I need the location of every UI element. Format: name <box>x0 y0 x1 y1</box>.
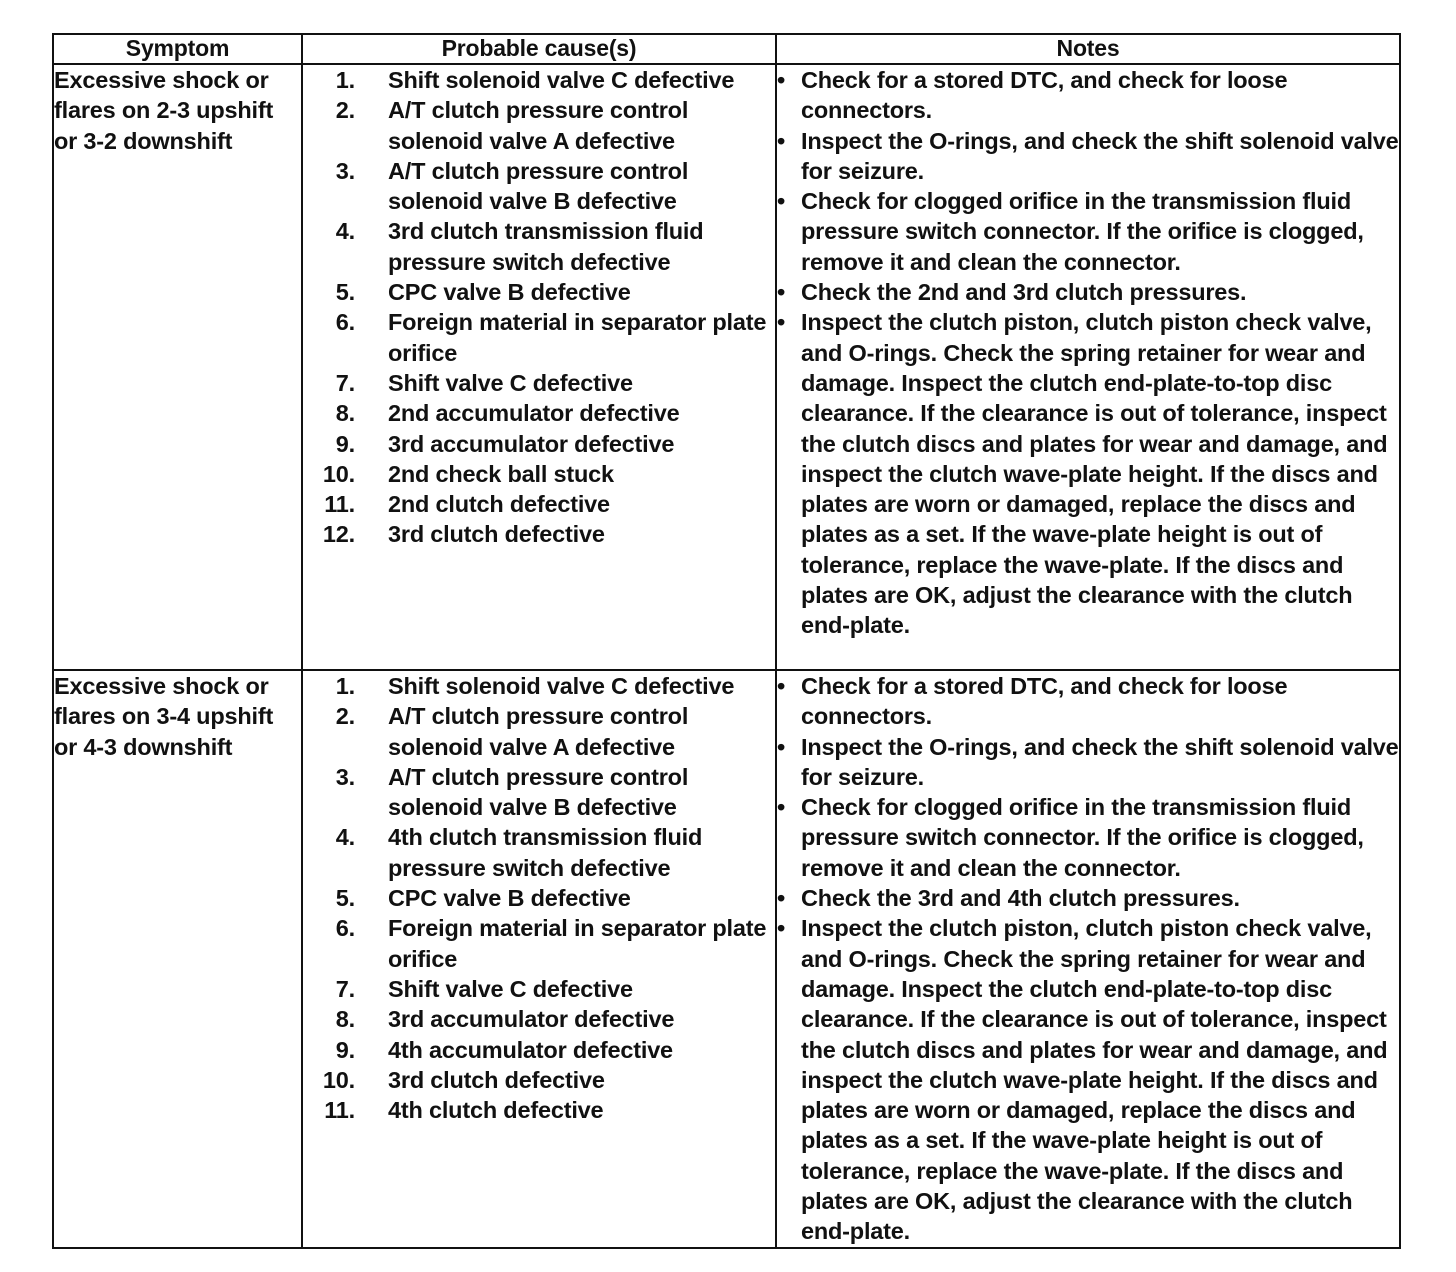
causes-cell <box>302 64 776 670</box>
bullet-icon: • <box>777 673 786 699</box>
cause-number: 5. <box>335 279 355 306</box>
cause-number: 10. <box>322 460 355 487</box>
header-symptom: Symptom <box>53 34 302 64</box>
cause-item <box>303 1095 775 1125</box>
header-notes: Notes <box>776 34 1400 64</box>
cause-text: Shift solenoid valve C defective <box>388 673 735 699</box>
header-row <box>53 34 1400 64</box>
cause-text: 3rd clutch defective <box>388 521 605 548</box>
cause-item <box>303 822 775 883</box>
cause-text: 3rd clutch transmission fluid pressure switch defective <box>388 218 704 275</box>
note-text: Inspect the clutch piston, clutch piston check valve, and O-rings. Check the spring retainer for wear and damage. Inspect the clutch end-plate-to-top disc clearance. If the clearance is out of tolerance, inspect the clutch discs and plates for wear and damage, and inspect the clutch wave-plate height. If the discs and plates are worn or damaged, replace the discs and plates as a set. If the wave-plate height is out of tolerance, replace the wave-plate. If the discs and plates are OK, adjust the clearance with the clutch end-plate. <box>801 309 1388 639</box>
bullet-icon: • <box>777 67 786 93</box>
cause-text: A/T clutch pressure control solenoid valve A defective <box>388 97 689 154</box>
cause-number: 4. <box>335 824 355 851</box>
note-text: Check the 2nd and 3rd clutch pressures. <box>801 279 1247 306</box>
cause-number: 5. <box>335 885 355 912</box>
cause-item <box>303 429 775 459</box>
cause-item <box>303 974 775 1004</box>
note-text: Check for a stored DTC, and check for loose connectors. <box>801 673 1288 730</box>
cause-text: 2nd check ball stuck <box>388 460 614 487</box>
note-item <box>777 913 1399 1246</box>
cause-number: 2. <box>335 97 355 124</box>
bullet-icon: • <box>777 309 786 336</box>
cause-number: 4. <box>335 218 355 245</box>
symptom-cell: Excessive shock or flares on 2-3 upshift or 3-2 downshift <box>53 64 302 670</box>
note-item <box>777 307 1399 640</box>
cause-text: 3rd clutch defective <box>388 1066 605 1093</box>
note-item <box>777 671 1399 732</box>
note-text: Inspect the O-rings, and check the shift solenoid valve for seizure. <box>801 127 1399 184</box>
cause-item <box>303 459 775 489</box>
note-list <box>777 65 1399 641</box>
cause-number: 7. <box>335 369 355 396</box>
note-text: Check for clogged orifice in the transmission fluid pressure switch connector. If the orifice is clogged, remove it and clean the connector. <box>801 188 1364 275</box>
cause-number: 8. <box>335 400 355 427</box>
bullet-icon: • <box>777 188 786 215</box>
cause-item <box>303 95 775 156</box>
cause-number: 11. <box>324 1097 355 1124</box>
causes-cell <box>302 670 776 1248</box>
cause-number: 10. <box>322 1066 355 1093</box>
cause-text: 3rd accumulator defective <box>388 430 675 457</box>
cause-item <box>303 883 775 913</box>
cause-text: 4th accumulator defective <box>388 1036 673 1063</box>
cause-item <box>303 489 775 519</box>
note-item <box>777 65 1399 126</box>
cause-text: Shift valve C defective <box>388 975 633 1002</box>
cause-text: CPC valve B defective <box>388 279 631 306</box>
cause-text: A/T clutch pressure control solenoid valve A defective <box>388 703 689 760</box>
cause-item <box>303 307 775 368</box>
cause-item <box>303 701 775 762</box>
note-list <box>777 671 1399 1247</box>
cause-number: 12. <box>322 521 355 548</box>
notes-cell <box>776 64 1400 670</box>
cause-text: Foreign material in separator plate orifice <box>388 915 767 972</box>
troubleshooting-table <box>52 33 1401 1249</box>
cause-text: 4th clutch defective <box>388 1097 604 1124</box>
bullet-icon: • <box>777 885 786 912</box>
bullet-icon: • <box>777 733 786 760</box>
cause-number: 3. <box>335 763 355 790</box>
cause-text: Foreign material in separator plate orifice <box>388 309 767 366</box>
table-row <box>53 64 1400 670</box>
cause-text: Shift solenoid valve C defective <box>388 67 735 93</box>
cause-text: 2nd accumulator defective <box>388 400 680 427</box>
cause-item <box>303 277 775 307</box>
cause-number: 8. <box>335 1006 355 1033</box>
cause-item <box>303 1004 775 1034</box>
cause-number: 3. <box>335 157 355 184</box>
cause-number: 6. <box>335 309 355 336</box>
cause-text: Shift valve C defective <box>388 369 633 396</box>
cause-number: 6. <box>335 915 355 942</box>
cause-item <box>303 156 775 217</box>
cause-text: 2nd clutch defective <box>388 491 610 518</box>
cause-text: A/T clutch pressure control solenoid valve B defective <box>388 763 689 821</box>
cause-text: A/T clutch pressure control solenoid valve B defective <box>388 157 689 215</box>
note-item <box>777 732 1399 793</box>
note-text: Inspect the clutch piston, clutch piston check valve, and O-rings. Check the spring retainer for wear and damage. Inspect the clutch end-plate-to-top disc clearance. If the clearance is out of tolerance, inspect the clutch discs and plates for wear and damage, and inspect the clutch wave-plate height. If the discs and plates are worn or damaged, replace the discs and plates as a set. If the wave-plate height is out of tolerance, replace the wave-plate. If the discs and plates are OK, adjust the clearance with the clutch end-plate. <box>801 915 1388 1245</box>
note-text: Inspect the O-rings, and check the shift solenoid valve for seizure. <box>801 733 1399 790</box>
cause-item <box>303 398 775 428</box>
cause-text: 3rd accumulator defective <box>388 1006 675 1033</box>
note-text: Check the 3rd and 4th clutch pressures. <box>801 885 1240 912</box>
cause-text: CPC valve B defective <box>388 885 631 912</box>
note-item <box>777 126 1399 187</box>
note-item <box>777 277 1399 307</box>
notes-cell <box>776 670 1400 1248</box>
note-text: Check for clogged orifice in the transmission fluid pressure switch connector. If the orifice is clogged, remove it and clean the connector. <box>801 794 1364 881</box>
note-item <box>777 792 1399 883</box>
cause-number: 1. <box>335 67 355 93</box>
cause-number: 11. <box>324 491 355 518</box>
cause-item <box>303 65 775 95</box>
bullet-icon: • <box>777 127 786 154</box>
bullet-icon: • <box>777 794 786 821</box>
cause-item <box>303 1065 775 1095</box>
cause-list <box>303 65 775 550</box>
cause-text: 4th clutch transmission fluid pressure switch defective <box>388 824 703 881</box>
cause-item <box>303 1035 775 1065</box>
cause-number: 1. <box>335 673 355 699</box>
symptom-cell: Excessive shock or flares on 3-4 upshift or 4-3 downshift <box>53 670 302 1248</box>
bullet-icon: • <box>777 279 786 306</box>
cause-item <box>303 216 775 277</box>
cause-number: 9. <box>335 430 355 457</box>
note-item <box>777 186 1399 277</box>
cause-number: 2. <box>335 703 355 730</box>
note-text: Check for a stored DTC, and check for loose connectors. <box>801 67 1288 124</box>
cause-number: 7. <box>335 975 355 1002</box>
cause-item <box>303 913 775 974</box>
table-row <box>53 670 1400 1248</box>
cause-item <box>303 762 775 823</box>
cause-item <box>303 368 775 398</box>
cause-list <box>303 671 775 1125</box>
header-probable-causes: Probable cause(s) <box>302 34 776 64</box>
cause-number: 9. <box>335 1036 355 1063</box>
bullet-icon: • <box>777 915 786 942</box>
cause-item <box>303 519 775 549</box>
cause-item <box>303 671 775 701</box>
note-item <box>777 883 1399 913</box>
